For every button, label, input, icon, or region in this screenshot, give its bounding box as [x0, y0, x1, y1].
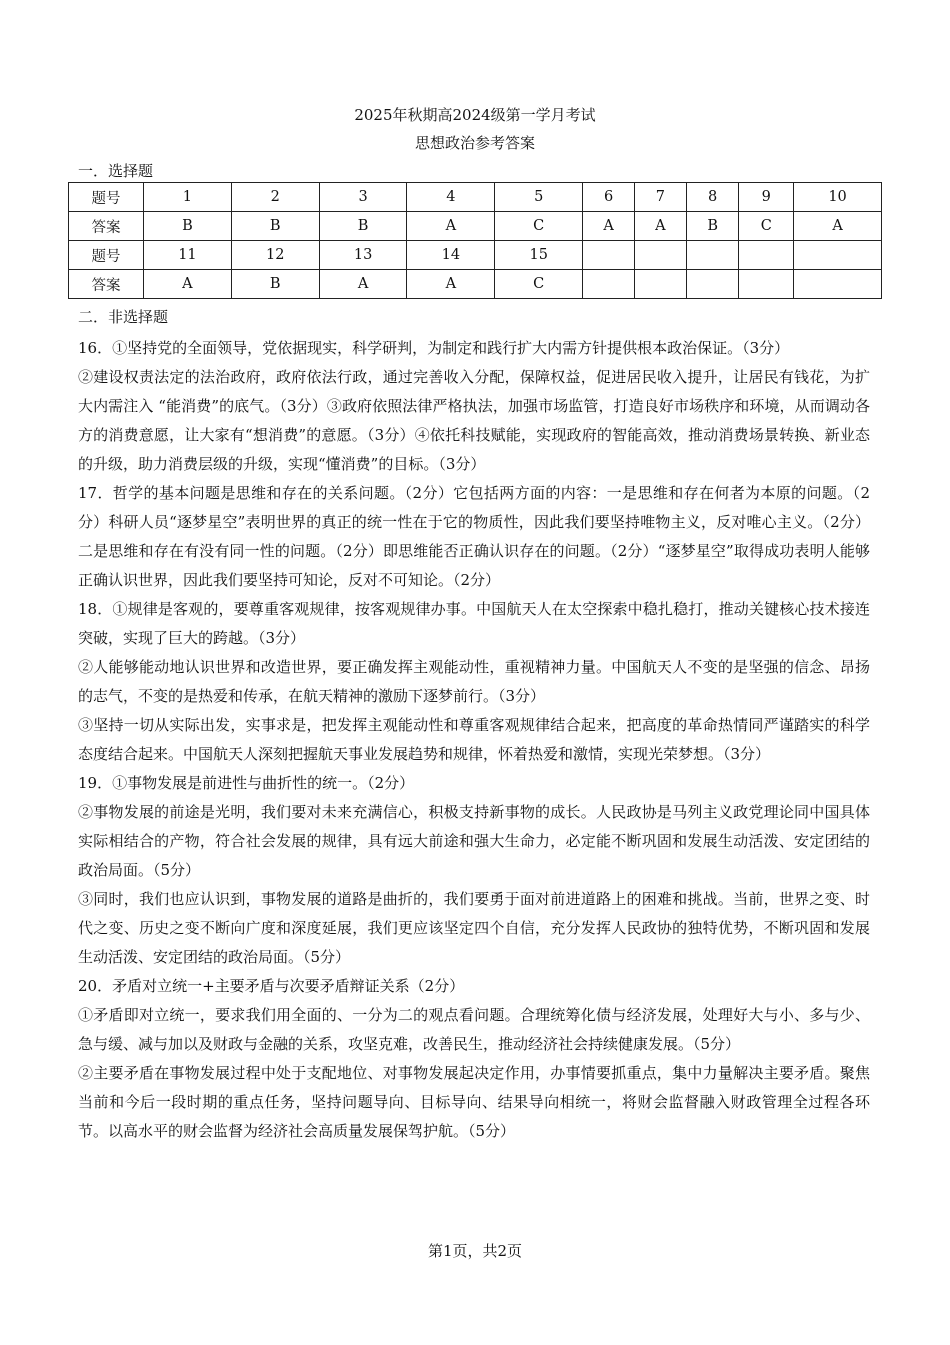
row-label: 答案	[69, 212, 144, 241]
answer-cell	[583, 270, 635, 299]
answer-cell: B	[231, 212, 319, 241]
exam-title: 2025年秋期高2024级第一学月考试	[354, 106, 596, 124]
answer-body	[78, 334, 870, 1146]
answer-cell: B	[319, 212, 407, 241]
answer-cell: A	[407, 270, 495, 299]
answer-cell: A	[794, 212, 882, 241]
table-row	[69, 241, 882, 270]
answer-paragraph: ③坚持一切从实际出发，实事求是，把发挥主观能动性和尊重客观规律结合起来，把高度的革命热情同严谨踏实的科学态度结合起来。中国航天人深刻把握航天事业发展趋势和规律，怀着热爱和激情，实现光荣梦想。（3分）	[78, 716, 870, 763]
row-label: 题号	[69, 241, 144, 270]
answer-table	[68, 182, 882, 299]
answer-paragraph: 16．①坚持党的全面领导，党依据现实，科学研判，为制定和践行扩大内需方针提供根本政治保证。（3分）	[78, 339, 790, 357]
answer-cell: A	[319, 270, 407, 299]
answer-cell: B	[686, 212, 739, 241]
answer-paragraph: ①矛盾即对立统一，要求我们用全面的、一分为二的观点看问题。合理统筹化债与经济发展，处理好大与小、多与少、急与缓、减与加以及财政与金融的关系，攻坚克难，改善民生，推动经济社会持续健康发展。（5分）	[78, 1006, 870, 1053]
question-number: 2	[231, 183, 319, 212]
question-number: 3	[319, 183, 407, 212]
question-number: 12	[231, 241, 319, 270]
answer-cell	[739, 270, 794, 299]
question-number: 4	[407, 183, 495, 212]
table-row	[69, 183, 882, 212]
table-row	[69, 212, 882, 241]
answer-paragraph: ②事物发展的前途是光明，我们要对未来充满信心，积极支持新事物的成长。人民政协是马列主义政党理论同中国具体实际相结合的产物，符合社会发展的规律，具有远大前途和强大生命力，必定能不断巩固和发展生动活泼、安定团结的政治局面。（5分）	[78, 803, 870, 879]
question-number: 10	[794, 183, 882, 212]
answer-cell	[794, 270, 882, 299]
answer-cell	[686, 270, 739, 299]
answer-paragraph: 17．哲学的基本问题是思维和存在的关系问题。（2分）它包括两方面的内容：一是思维和存在何者为本原的问题。（2分）科研人员“逐梦星空”表明世界的真正的统一性在于它的物质性，因此我们要坚持唯物主义，反对唯心主义。（2分）二是思维和存在有没有同一性的问题。（2分）即思维能否正确认识存在的问题。（2分）“逐梦星空”取得成功表明人能够正确认识世界，因此我们要坚持可知论，反对不可知论。（2分）	[78, 484, 870, 589]
question-number: 11	[144, 241, 232, 270]
question-number: 1	[144, 183, 232, 212]
answer-paragraph: 19．①事物发展是前进性与曲折性的统一。（2分）	[78, 774, 415, 792]
answer-cell: C	[495, 212, 583, 241]
answer-paragraph: 18．①规律是客观的，要尊重客观规律，按客观规律办事。中国航天人在太空探索中稳扎稳打，推动关键核心技术接连突破，实现了巨大的跨越。（3分）	[78, 600, 870, 647]
exam-subtitle: 思想政治参考答案	[414, 134, 535, 152]
answer-cell: B	[144, 212, 232, 241]
section-heading-nonchoice: 二．非选择题	[78, 308, 169, 326]
answer-cell: A	[144, 270, 232, 299]
answer-paragraph: ③同时，我们也应认识到，事物发展的道路是曲折的，我们要勇于面对前进道路上的困难和挑战。当前，世界之变、时代之变、历史之变不断向广度和深度延展，我们更应该坚定四个自信，充分发挥人民政协的独特优势，不断巩固和发展生动活泼、安定团结的政治局面。（5分）	[78, 890, 870, 966]
table-row	[69, 270, 882, 299]
row-label: 题号	[69, 183, 144, 212]
question-number: 15	[495, 241, 583, 270]
question-number: 9	[739, 183, 794, 212]
answer-cell: A	[407, 212, 495, 241]
question-number: 13	[319, 241, 407, 270]
question-number	[794, 241, 882, 270]
question-number	[634, 241, 686, 270]
question-number	[583, 241, 635, 270]
question-number	[739, 241, 794, 270]
row-label: 答案	[69, 270, 144, 299]
answer-cell: C	[495, 270, 583, 299]
question-number: 7	[634, 183, 686, 212]
question-number: 14	[407, 241, 495, 270]
answer-cell: A	[583, 212, 635, 241]
answer-cell: C	[739, 212, 794, 241]
section-heading-choice: 一．选择题	[78, 162, 154, 180]
question-number: 5	[495, 183, 583, 212]
question-number	[686, 241, 739, 270]
question-number: 6	[583, 183, 635, 212]
answer-paragraph: 20．矛盾对立统一+主要矛盾与次要矛盾辩证关系（2分）	[78, 977, 465, 995]
answer-cell: A	[634, 212, 686, 241]
answer-paragraph: ②人能够能动地认识世界和改造世界，要正确发挥主观能动性，重视精神力量。中国航天人不变的是坚强的信念、昂扬的志气，不变的是热爱和传承，在航天精神的激励下逐梦前行。（3分）	[78, 658, 870, 705]
answer-paragraph: ②建设权责法定的法治政府，政府依法行政，通过完善收入分配，保障权益，促进居民收入提升，让居民有钱花，为扩大内需注入 “能消费”的底气。（3分）③政府依照法律严格执法，加强市场监管，打造良好市场秩序和环境，从而调动各方的消费意愿，让大家有“想消费”的意愿。（3分）④依托科技赋能，实现政府的智能高效，推动消费场景转换、新业态的升级，助力消费层级的升级，实现“懂消费”的目标。（3分）	[78, 368, 870, 473]
answer-cell	[634, 270, 686, 299]
answer-paragraph: ②主要矛盾在事物发展过程中处于支配地位、对事物发展起决定作用，办事情要抓重点，集中力量解决主要矛盾。聚焦当前和今后一段时期的重点任务，坚持问题导向、目标导向、结果导向相统一，将财会监督融入财政管理全过程各环节。以高水平的财会监督为经济社会高质量发展保驾护航。（5分）	[78, 1064, 870, 1140]
answer-cell: B	[231, 270, 319, 299]
question-number: 8	[686, 183, 739, 212]
page-footer: 第1页，共2页	[427, 1242, 523, 1260]
